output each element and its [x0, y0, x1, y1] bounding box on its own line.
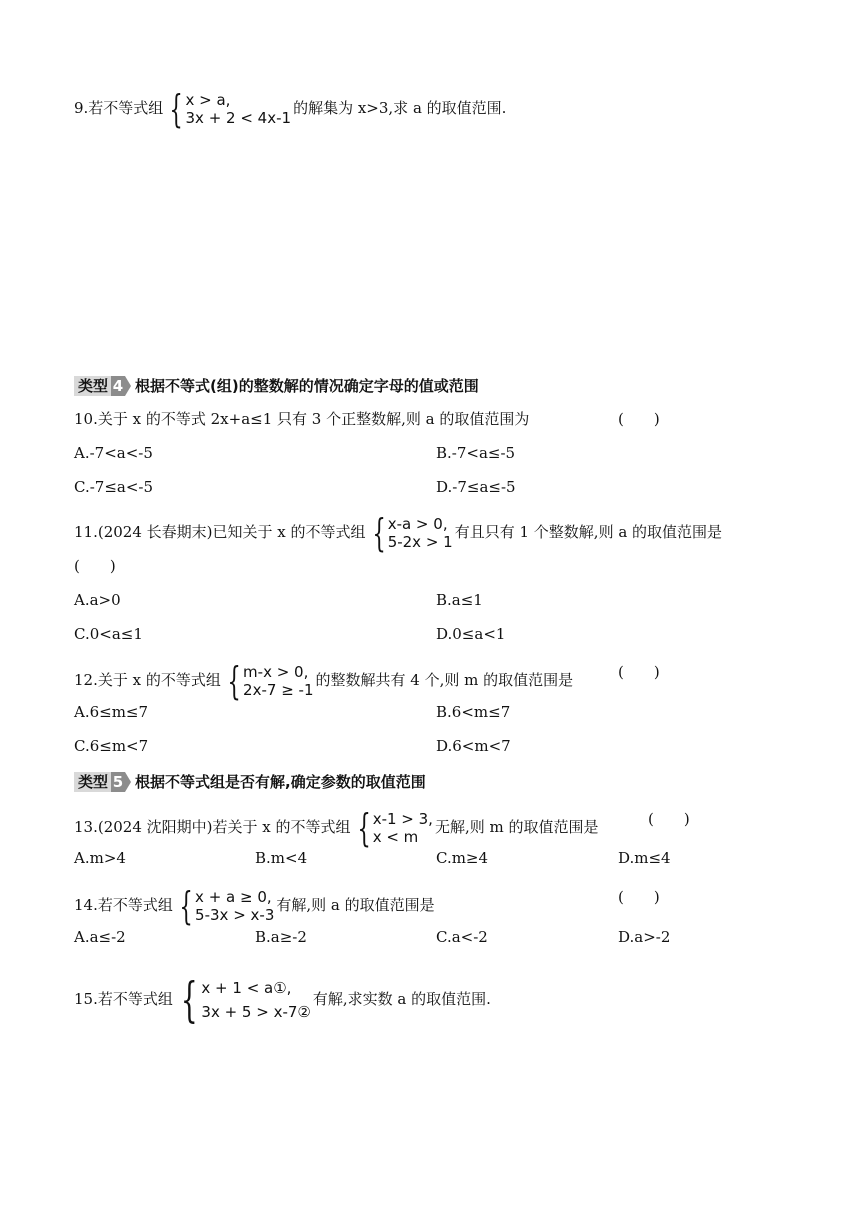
question-9-suffix: 的解集为 x>3,求 a 的取值范围. — [293, 99, 507, 117]
option-a: A.m>4 — [74, 849, 126, 867]
option-a: A.a>0 — [74, 591, 121, 609]
question-13 — [74, 806, 599, 850]
question-9-prefix: 9.若不等式组 — [74, 99, 164, 117]
inequality-system: { x + a ≥ 0, 5-3x > x-3 — [179, 884, 275, 928]
option-b: B.6<m≤7 — [436, 703, 511, 721]
system-row-1: x + a ≥ 0, — [195, 888, 272, 906]
question-9 — [74, 87, 507, 131]
option-c: C.-7≤a<-5 — [74, 478, 154, 496]
option-b: B.a≤1 — [436, 591, 483, 609]
option-a: A.6≤m≤7 — [74, 703, 149, 721]
inequality-system: { x-1 > 3, x < m — [356, 806, 433, 850]
question-14-prefix: 14.若不等式组 — [74, 896, 173, 914]
option-a: A.-7<a<-5 — [74, 444, 153, 462]
system-row-1: x + 1 < a①, — [201, 979, 292, 997]
question-15 — [74, 972, 491, 1028]
inequality-system: { x > a, 3x + 2 < 4x-1 — [169, 87, 292, 131]
type-tag: 类型 4 — [74, 376, 125, 396]
option-a: A.a≤-2 — [74, 928, 126, 946]
question-14 — [74, 884, 435, 928]
question-14-suffix: 有解,则 a 的取值范围是 — [276, 896, 435, 914]
system-row-1: x > a, — [185, 91, 231, 109]
question-12-suffix: 的整数解共有 4 个,则 m 的取值范围是 — [315, 671, 574, 689]
answer-bracket: ( ) — [618, 888, 660, 906]
option-c: C.a<-2 — [436, 928, 488, 946]
system-row-2: 3x + 2 < 4x-1 — [185, 109, 292, 127]
question-15-prefix: 15.若不等式组 — [74, 990, 173, 1008]
section-title: 根据不等式组是否有解,确定参数的取值范围 — [135, 773, 426, 791]
type-tag: 类型 5 — [74, 772, 125, 792]
question-13-prefix: 13.(2024 沈阳期中)若关于 x 的不等式组 — [74, 818, 351, 836]
system-row-2: 5-2x > 1 — [387, 533, 453, 551]
question-11-suffix: 有且只有 1 个整数解,则 a 的取值范围是 — [454, 523, 723, 541]
question-10: 10.关于 x 的不等式 2x+a≤1 只有 3 个正整数解,则 a 的取值范围为 — [74, 410, 530, 428]
option-d: D.a>-2 — [618, 928, 671, 946]
option-d: D.m≤4 — [618, 849, 671, 867]
answer-bracket: ( ) — [618, 410, 660, 428]
question-11-prefix: 11.(2024 长春期末)已知关于 x 的不等式组 — [74, 523, 366, 541]
system-row-1: x-1 > 3, — [372, 810, 433, 828]
answer-bracket: ( ) — [74, 557, 116, 575]
section-title: 根据不等式(组)的整数解的情况确定字母的值或范围 — [135, 377, 479, 395]
system-row-1: m-x > 0, — [243, 663, 309, 681]
option-c: C.m≥4 — [436, 849, 489, 867]
inequality-system: { x + 1 < a①, 3x + 5 > x-7② — [180, 972, 311, 1028]
question-11 — [74, 511, 723, 555]
answer-bracket: ( ) — [648, 810, 690, 828]
section-heading-type-4 — [74, 375, 479, 396]
question-12 — [74, 659, 574, 703]
option-c: C.6≤m<7 — [74, 737, 149, 755]
option-b: B.-7<a≤-5 — [436, 444, 516, 462]
question-15-suffix: 有解,求实数 a 的取值范围. — [312, 990, 491, 1008]
option-d: D.-7≤a≤-5 — [436, 478, 516, 496]
inequality-system: { x-a > 0, 5-2x > 1 — [371, 511, 453, 555]
system-row-2: 2x-7 ≥ -1 — [243, 681, 314, 699]
system-row-1: x-a > 0, — [387, 515, 448, 533]
system-row-2: 5-3x > x-3 — [195, 906, 275, 924]
option-c: C.0<a≤1 — [74, 625, 143, 643]
question-12-prefix: 12.关于 x 的不等式组 — [74, 671, 221, 689]
system-row-2: x < m — [372, 828, 419, 846]
option-b: B.a≥-2 — [255, 928, 307, 946]
option-b: B.m<4 — [255, 849, 308, 867]
question-13-suffix: 无解,则 m 的取值范围是 — [434, 818, 599, 836]
option-d: D.6<m<7 — [436, 737, 511, 755]
section-heading-type-5 — [74, 771, 426, 792]
option-d: D.0≤a<1 — [436, 625, 506, 643]
inequality-system: { m-x > 0, 2x-7 ≥ -1 — [227, 659, 314, 703]
system-row-2: 3x + 5 > x-7② — [201, 1003, 311, 1021]
answer-bracket: ( ) — [618, 663, 660, 681]
